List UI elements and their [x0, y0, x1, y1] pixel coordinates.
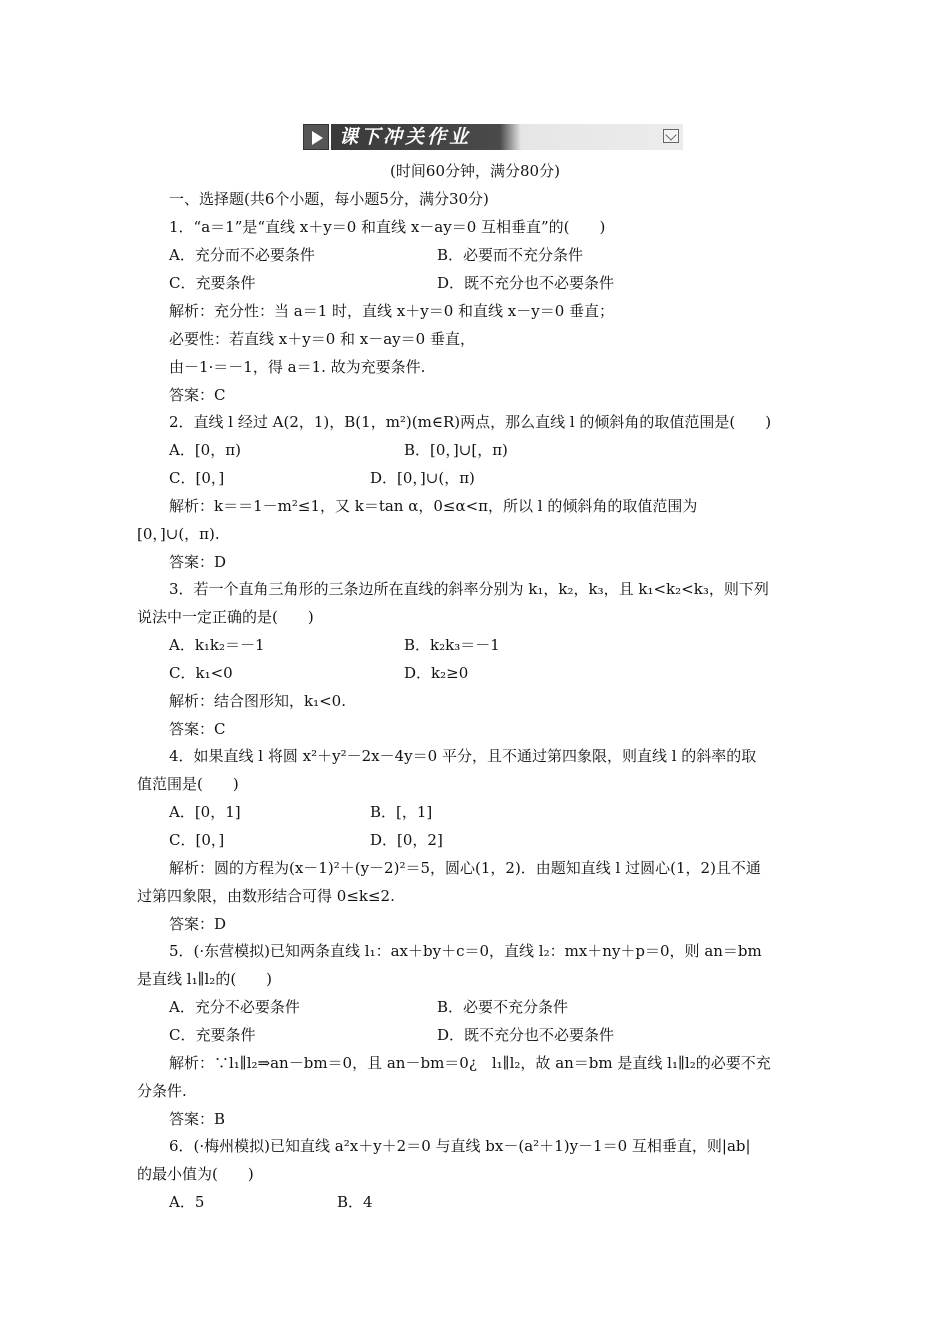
q1-option-b: B．必要而不充分条件	[437, 246, 584, 264]
q3-stem-2: 说法中一定正确的是( )	[137, 608, 314, 626]
q6-stem-1: 6．(·梅州模拟)已知直线 a²x＋y＋2＝0 与直线 bx－(a²＋1)y－1＝0 互相垂直，则|ab|	[169, 1137, 751, 1155]
q4-stem-2: 值范围是( )	[137, 775, 239, 793]
q5-option-b: B．必要不充分条件	[437, 998, 569, 1016]
q1-solution-2: 必要性：若直线 x＋y＝0 和 x－ay＝0 垂直，	[169, 330, 475, 348]
mail-icon	[663, 129, 679, 143]
q1-answer: 答案：C	[169, 386, 226, 404]
q2-option-c: C．[0，]	[169, 469, 225, 487]
play-icon	[303, 124, 329, 150]
q5-solution-2: 分条件.	[137, 1082, 187, 1100]
section-heading: 一、选择题(共6个小题，每小题5分，满分30分)	[169, 190, 489, 208]
q5-answer: 答案：B	[169, 1110, 226, 1128]
q4-option-a: A．[0，1]	[169, 803, 241, 821]
q1-stem: 1．“a＝1”是“直线 x＋y＝0 和直线 x－ay＝0 互相垂直”的( )	[169, 218, 606, 236]
q4-option-d: D．[0，2]	[370, 831, 443, 849]
section-banner	[303, 124, 683, 150]
q6-stem-2: 的最小值为( )	[137, 1165, 254, 1183]
q5-stem-1: 5．(·东营模拟)已知两条直线 l₁：ax＋by＋c＝0，直线 l₂：mx＋ny＋p＝0，则 an＝bm	[169, 942, 762, 960]
q5-option-a: A．充分不必要条件	[169, 998, 300, 1016]
q4-answer: 答案：D	[169, 915, 227, 933]
q3-option-d: D．k₂≥0	[404, 664, 469, 682]
q3-stem-1: 3．若一个直角三角形的三条边所在直线的斜率分别为 k₁，k₂，k₃，且 k₁<k₂<k₃，则下列	[169, 580, 769, 598]
q1-solution-1: 解析：充分性：当 a＝1 时，直线 x＋y＝0 和直线 x－y＝0 垂直；	[169, 302, 615, 320]
q2-option-d: D．[0，]∪(，π)	[370, 469, 475, 487]
q3-option-b: B．k₂k₃＝－1	[404, 636, 500, 654]
q4-stem-1: 4．如果直线 l 将圆 x²＋y²－2x－4y＝0 平分，且不通过第四象限，则直线 l 的斜率的取	[169, 747, 757, 765]
q6-option-b: B．4	[337, 1193, 373, 1211]
q2-stem: 2．直线 l 经过 A(2，1)，B(1，m²)(m∈R)两点，那么直线 l 的倾斜角的取值范围是( )	[169, 413, 772, 431]
q2-solution-2: [0，]∪(，π).	[137, 525, 220, 543]
q5-stem-2: 是直线 l₁∥l₂的( )	[137, 970, 273, 988]
q2-answer: 答案：D	[169, 553, 227, 571]
q6-option-a: A．5	[169, 1193, 205, 1211]
q2-option-b: B．[0，]∪[，π)	[404, 441, 508, 459]
q3-solution: 解析：结合图形知，k₁<0.	[169, 692, 346, 710]
q4-option-c: C．[0，]	[169, 831, 225, 849]
q1-option-a: A．充分而不必要条件	[169, 246, 315, 264]
q5-option-d: D．既不充分也不必要条件	[437, 1026, 615, 1044]
q3-option-a: A．k₁k₂＝－1	[169, 636, 265, 654]
q3-answer: 答案：C	[169, 720, 226, 738]
q1-option-c: C．充要条件	[169, 274, 256, 292]
subtitle: (时间60分钟，满分80分)	[390, 162, 560, 180]
q5-solution-1: 解析：∵l₁∥l₂⇒an－bm＝0，且 an－bm＝0¿ l₁∥l₂，故 an＝bm 是直线 l₁∥l₂的必要不充	[169, 1054, 771, 1072]
q1-option-d: D．既不充分也不必要条件	[437, 274, 615, 292]
q2-option-a: A．[0，π)	[169, 441, 241, 459]
q4-solution-2: 过第四象限，由数形结合可得 0≤k≤2.	[137, 887, 395, 905]
q4-solution-1: 解析：圆的方程为(x－1)²＋(y－2)²＝5，圆心(1，2)．由题知直线 l 过圆心(1，2)且不通	[169, 859, 761, 877]
q1-solution-3: 由－1·＝－1，得 a＝1. 故为充要条件.	[169, 358, 426, 376]
q4-option-b: B．[，1]	[370, 803, 433, 821]
banner-title: 课下冲关作业	[339, 126, 472, 148]
q5-option-c: C．充要条件	[169, 1026, 256, 1044]
q3-option-c: C．k₁<0	[169, 664, 233, 682]
q2-solution-1: 解析：k＝＝1－m²≤1，又 k＝tan α，0≤α<π，所以 l 的倾斜角的取值范围为	[169, 497, 698, 515]
